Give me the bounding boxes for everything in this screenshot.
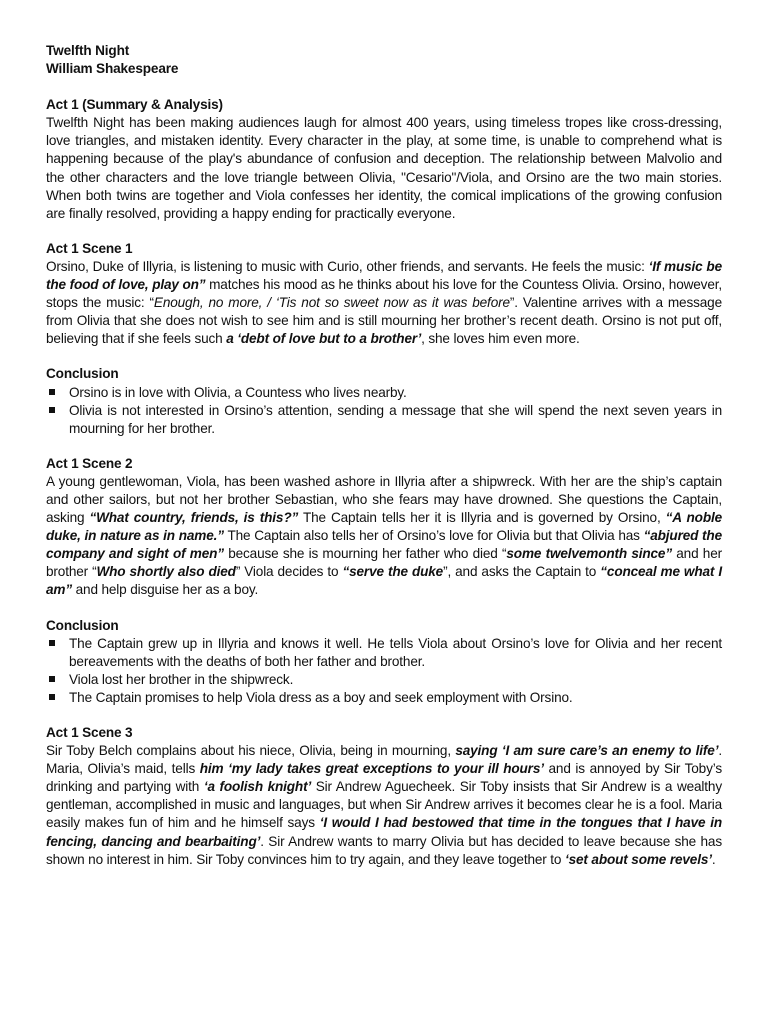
- bullet-icon: [49, 694, 55, 700]
- scene2-text: and her brother “: [46, 546, 722, 580]
- scene2-quote: “What country, friends, is this?”: [89, 510, 299, 526]
- scene3-quote: saying ‘I am sure care’s an enemy to life’: [455, 743, 719, 759]
- list-item: [46, 384, 722, 402]
- list-item-text: The Captain grew up in Illyria and knows it well. He tells Viola about Orsino’s love for Olivia and her recent bereavements with the deaths of both her father and brother.: [69, 635, 722, 669]
- scene2-quote: Who shortly also died: [96, 564, 236, 580]
- scene3-text: Sir Toby Belch complains about his niece, Olivia, being in mourning,: [46, 743, 456, 759]
- scene3-quote: ‘I would I had bestowed that time in the tongues that I have in fencing, dancing and bearbaiting’: [46, 815, 722, 849]
- list-item-text: Olivia is not interested in Orsino’s attention, sending a message that she will spend the next seven years in mourning for her brother.: [69, 402, 722, 436]
- list-item-text: Viola lost her brother in the shipwreck.: [69, 671, 294, 687]
- summary-paragraph: Twelfth Night has been making audiences laugh for almost 400 years, using timeless tropes like cross-dressing, love triangles, and mistaken identity. Every character in the play, at some time, is unable to comprehend what is happening because of the play's abundance of confusion and deception. The relationship between Malvolio and the other characters and the love triangle between Olivia, "Cesario"/Viola, and Orsino are the two main stories. When both twins are together and Viola confesses her identity, the comical implications of the growing confusion are finally resolved, providing a happy ending for practically everyone.: [46, 115, 722, 221]
- document-author: William Shakespeare: [46, 61, 179, 77]
- scene1-text: ”. Valentine arrives with a message from Olivia that she does not wish to see him and is still mourning her brother’s recent death. Orsino is not put off, believing that if she feels such: [46, 295, 722, 347]
- scene1-text: , she loves him even more.: [421, 331, 580, 347]
- scene3-text: . Maria, Olivia’s maid, tells: [46, 743, 722, 777]
- scene1-conclusion-list: [46, 384, 722, 438]
- scene3-quote: him ‘my lady takes great exceptions to your ill hours’: [199, 761, 544, 777]
- list-item-text: The Captain promises to help Viola dress as a boy and seek employment with Orsino.: [69, 689, 573, 705]
- scene3-text: and is annoyed by Sir Toby’s drinking and partying with: [46, 761, 722, 795]
- list-item-text: Orsino is in love with Olivia, a Countess who lives nearby.: [69, 384, 407, 400]
- scene3-paragraph: [46, 742, 722, 869]
- scene2-heading: Act 1 Scene 2: [46, 455, 133, 471]
- document-title: Twelfth Night: [46, 43, 130, 58]
- list-item: [46, 671, 722, 689]
- scene2-text: and help disguise her as a boy.: [72, 582, 259, 598]
- bullet-icon: [49, 407, 55, 413]
- scene3-section: [46, 724, 722, 869]
- scene1-text: matches his mood as he thinks about his love for the Countess Olivia. Orsino, however, stops the music: “: [46, 277, 722, 311]
- summary-heading: Act 1 (Summary & Analysis): [46, 97, 223, 113]
- summary-section: [46, 96, 722, 223]
- bullet-icon: [49, 676, 55, 682]
- scene2-text: because she is mourning her father who died “: [223, 546, 507, 562]
- scene2-text: ” Viola decides to: [235, 564, 343, 580]
- scene1-text: Orsino, Duke of Illyria, is listening to music with Curio, other friends, and servants. He feels the music:: [46, 258, 649, 274]
- document-page: [46, 42, 722, 869]
- scene1-paragraph: [46, 258, 722, 348]
- list-item: [46, 402, 722, 438]
- scene3-text: .: [711, 851, 716, 867]
- scene2-quote: some twelvemonth since”: [506, 546, 672, 562]
- scene2-quote: “A noble duke, in nature as in name.”: [46, 510, 723, 544]
- bullet-icon: [49, 640, 55, 646]
- scene1-quote: ‘If music be the food of love, play on”: [46, 258, 722, 293]
- scene2-quote: “serve the duke: [342, 564, 444, 580]
- scene2-section: [46, 455, 722, 707]
- scene1-section: [46, 240, 722, 438]
- list-item: [46, 635, 722, 671]
- scene3-text: . Sir Andrew wants to marry Olivia but has decided to leave because she has shown no interest in him. Sir Toby convinces him to try again, and they leave together to: [46, 833, 722, 867]
- bullet-icon: [49, 389, 55, 395]
- scene3-heading: Act 1 Scene 3: [46, 725, 133, 740]
- scene1-heading: Act 1 Scene 1: [46, 240, 133, 256]
- scene2-text: ”, and asks the Captain to: [443, 564, 601, 580]
- scene1-quote: a ‘debt of love but to a brother’: [226, 331, 422, 347]
- scene1-quote: Enough, no more, / ‘Tis not so sweet now as it was before: [153, 295, 510, 311]
- list-item: [46, 689, 722, 707]
- scene3-quote: ‘set about some revels’: [564, 851, 712, 867]
- scene3-quote: ‘a foolish knight’: [203, 779, 312, 795]
- scene2-text: The Captain also tells her of Orsino’s love for Olivia but that Olivia has: [223, 528, 644, 544]
- scene2-conclusion-list: [46, 635, 722, 707]
- scene2-quote: “conceal me what I am”: [46, 564, 722, 598]
- scene2-text: A young gentlewoman, Viola, has been washed ashore in Illyria after a shipwreck. With her are the ship’s captain and other sailors, but not her brother Sebastian, who she fears may have drowned. She questions the Captain, asking: [46, 473, 722, 526]
- scene2-conclusion-heading: Conclusion: [46, 617, 119, 633]
- scene1-conclusion-heading: Conclusion: [46, 366, 119, 382]
- scene2-text: The Captain tells her it is Illyria and is governed by Orsino,: [298, 510, 666, 526]
- scene2-paragraph: [46, 473, 722, 600]
- scene2-quote: “abjured the company and sight of men”: [46, 528, 723, 562]
- scene3-text: Sir Andrew Aguecheek. Sir Toby insists that Sir Andrew is a wealthy gentleman, accomplished in music and languages, but when Sir Andrew arrives it becomes clear he is a fool. Maria easily makes fun of him and he himself says: [46, 779, 722, 831]
